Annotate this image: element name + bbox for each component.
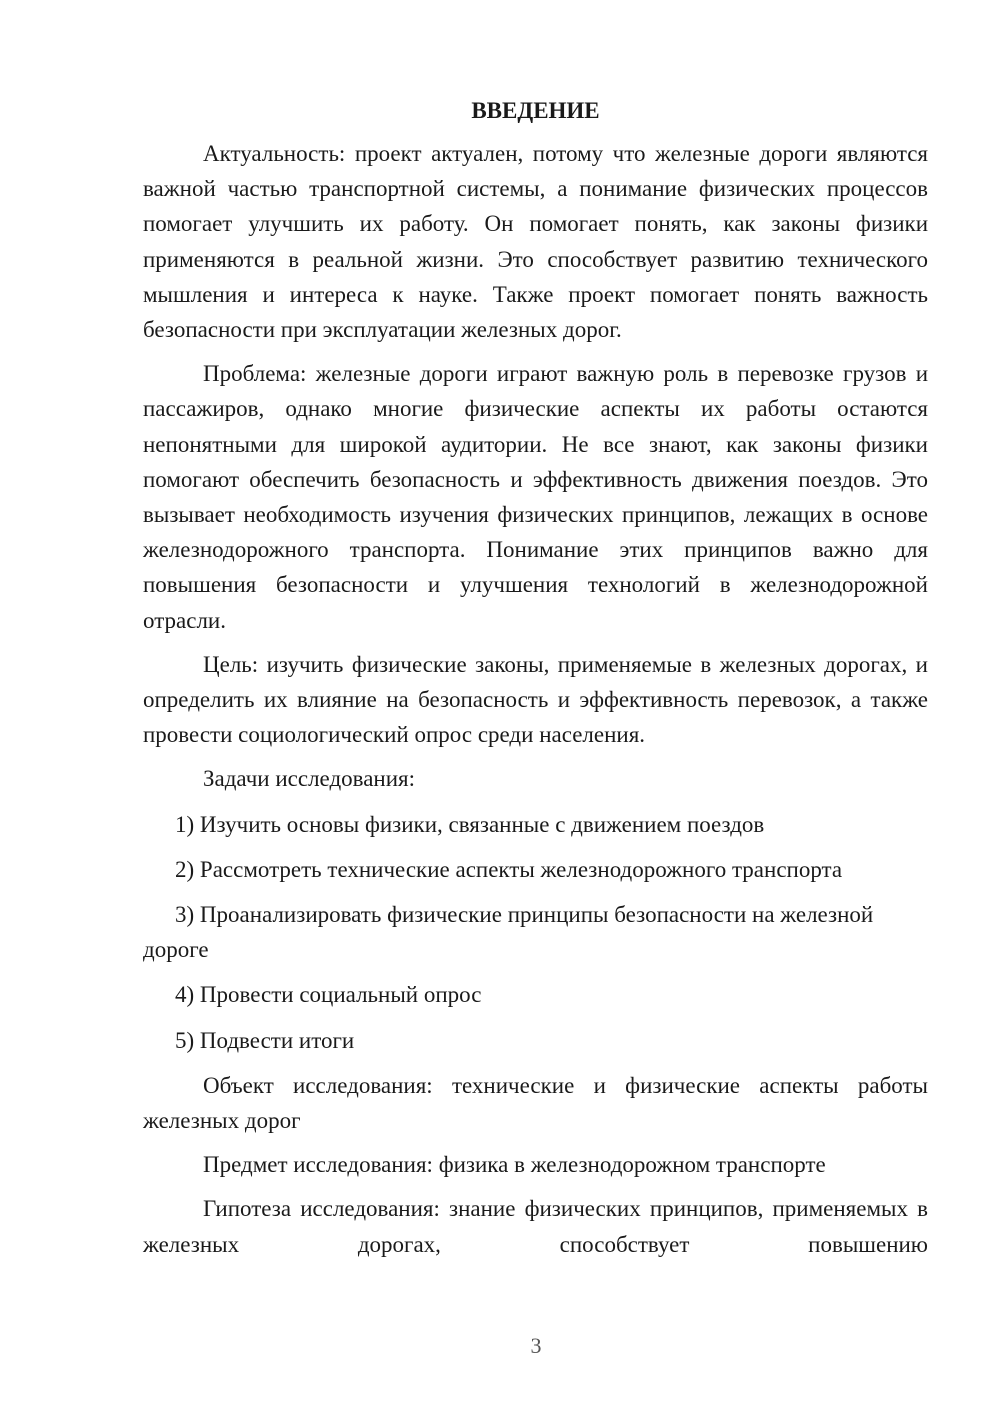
goal-paragraph: Цель: изучить физические законы, применяемые в железных дорогах, и определить их влияние на безопасность и эффективность перевозок, а также провести социологический опрос среди населения. — [143, 651, 928, 748]
object-paragraph: Объект исследования: технические и физические аспекты работы железных дорог — [143, 1072, 928, 1134]
relevance-paragraph: Актуальность: проект актуален, потому что железные дороги являются важной частью транспортной системы, а понимание физических процессов помогает улучшить их работу. Он помогает понять, как законы физики применяются в реальной жизни. Это способствует развитию технического мышления и интереса к науке. Также проект помогает понять важность безопасности при эксплуатации железных дорог. — [143, 141, 928, 343]
task-item-3: 3) Проанализировать физические принципы безопасности на железной дороге — [143, 902, 874, 963]
task-item-1: 1) Изучить основы физики, связанные с движением поездов — [175, 811, 765, 837]
tasks-heading: Задачи исследования: — [203, 766, 416, 792]
page-title: ВВЕДЕНИЕ — [471, 98, 600, 123]
task-item-2: 2) Рассмотреть технические аспекты железнодорожного транспорта — [175, 856, 843, 882]
subject-paragraph: Предмет исследования: физика в железнодорожном транспорте — [203, 1152, 826, 1178]
document-page — [143, 96, 928, 1271]
task-item-4: 4) Провести социальный опрос — [175, 982, 482, 1008]
hypothesis-paragraph: Гипотеза исследования: знание физических принципов, применяемых в железных дорогах, способствует повышению — [143, 1196, 928, 1257]
task-item-5: 5) Подвести итоги — [175, 1027, 355, 1053]
page-number: 3 — [530, 1333, 542, 1358]
problem-paragraph: Проблема: железные дороги играют важную роль в перевозке грузов и пассажиров, однако многие физические аспекты их работы остаются непонятными для широкой аудитории. Не все знают, как законы физики помогают обеспечить безопасность и эффективность движения поездов. Это вызывает необходимость изучения физических принципов, лежащих в основе железнодорожного транспорта. Понимание этих принципов важно для повышения безопасности и улучшения технологий в железнодорожной отрасли. — [143, 361, 928, 633]
